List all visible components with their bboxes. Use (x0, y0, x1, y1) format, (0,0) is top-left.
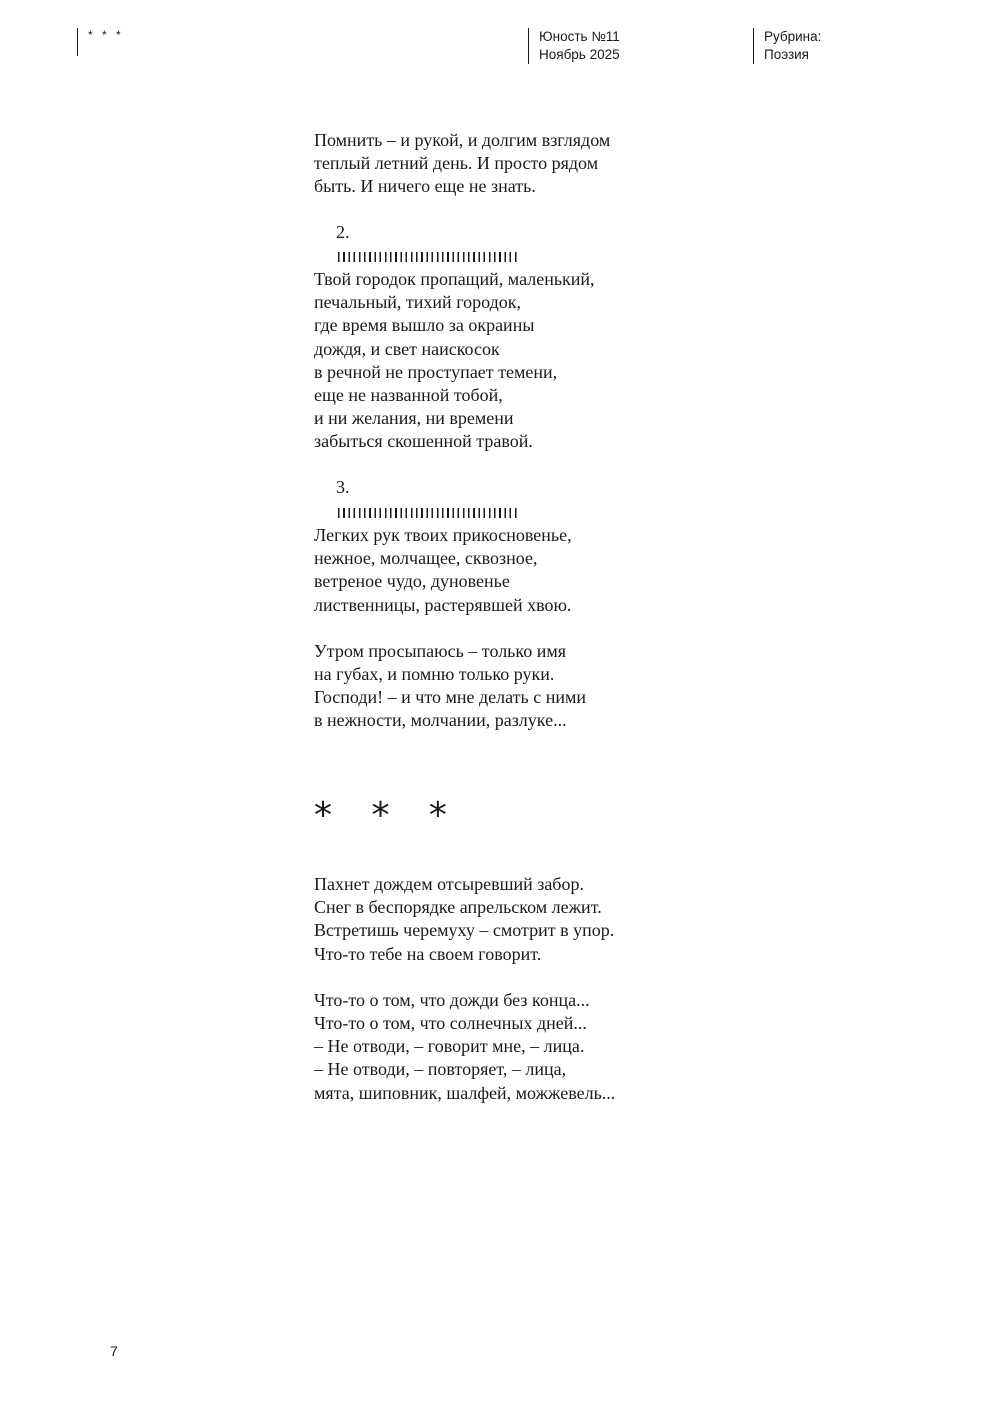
rubric-value: Поэзия (764, 47, 809, 62)
poem-line: – Не отводи, – говорит мне, – лица. (314, 1036, 585, 1057)
stanza (314, 873, 794, 966)
journal-date: Ноябрь 2025 (539, 47, 620, 62)
poem-line: нежное, молчащее, сквозное, (314, 548, 538, 569)
poem-line: Что-то тебе на своем говорит. (314, 943, 542, 964)
poem-line: Что-то о том, что дожди без конца... (314, 989, 590, 1010)
poem-line: Встретишь черемуху – смотрит в упор. (314, 920, 615, 941)
stanza (314, 989, 794, 1105)
poem-line: на губах, и помню только руки. (314, 664, 555, 685)
poem-block-1 (314, 129, 794, 199)
rubric-label: Рубрина: (764, 29, 822, 44)
poem-2 (314, 873, 794, 1128)
poem-line: Помнить – и рукой, и долгим взглядом (314, 130, 611, 150)
poem-section-3 (314, 524, 794, 756)
poem-line: мята, шиповник, шалфей, можжевель... (314, 1082, 616, 1103)
poem-line: печальный, тихий городок, (314, 292, 522, 313)
poem-line: лиственницы, растерявшей хвою. (314, 594, 572, 615)
header-asterisks: * * * (88, 28, 124, 42)
section-divider-bar (338, 508, 518, 518)
section-number-2: 2. (336, 222, 350, 242)
poem-line: забыться скошенной травой. (314, 431, 533, 452)
poem-line: Легких рук твоих прикосновенье, (314, 525, 572, 545)
poem-line: в речной не проступает темени, (314, 361, 558, 382)
poem-line: где время вышло за окраины (314, 315, 535, 336)
poem-line: – Не отводи, – повторяет, – лица, (314, 1059, 567, 1080)
poem-line: Что-то о том, что солнечных дней... (314, 1013, 587, 1034)
poem-line: в нежности, молчании, разлуке... (314, 710, 567, 731)
poem-line: Снег в беспорядке апрельском лежит. (314, 897, 602, 918)
stanza (314, 640, 794, 733)
section-number-3: 3. (336, 477, 350, 497)
section-divider-bar (338, 252, 518, 262)
poem-line: еще не названной тобой, (314, 385, 503, 406)
poem-line: ветреное чудо, дуновенье (314, 571, 510, 592)
poem-line: Господи! – и что мне делать с ними (314, 687, 586, 708)
poem-line: дождя, и свет наискосок (314, 338, 500, 359)
page-number: 7 (110, 1343, 118, 1359)
header-rubric (753, 28, 821, 64)
poem-line: Твой городок пропащий, маленький, (314, 269, 595, 289)
poem-separator-stars: * * * (314, 795, 461, 836)
poem-line: теплый летний день. И просто рядом (314, 153, 599, 174)
poem-line: Утром просыпаюсь – только имя (314, 640, 567, 661)
header-left-mark (77, 28, 124, 56)
stanza (314, 524, 794, 617)
journal-issue: Юность №11 (539, 29, 620, 44)
poem-line: и ни желания, ни времени (314, 408, 514, 429)
poem-section-2 (314, 268, 794, 454)
poem-line: Пахнет дождем отсыревший забор. (314, 874, 584, 894)
poem-line: быть. И ничего еще не знать. (314, 176, 536, 197)
header-journal (528, 28, 620, 64)
